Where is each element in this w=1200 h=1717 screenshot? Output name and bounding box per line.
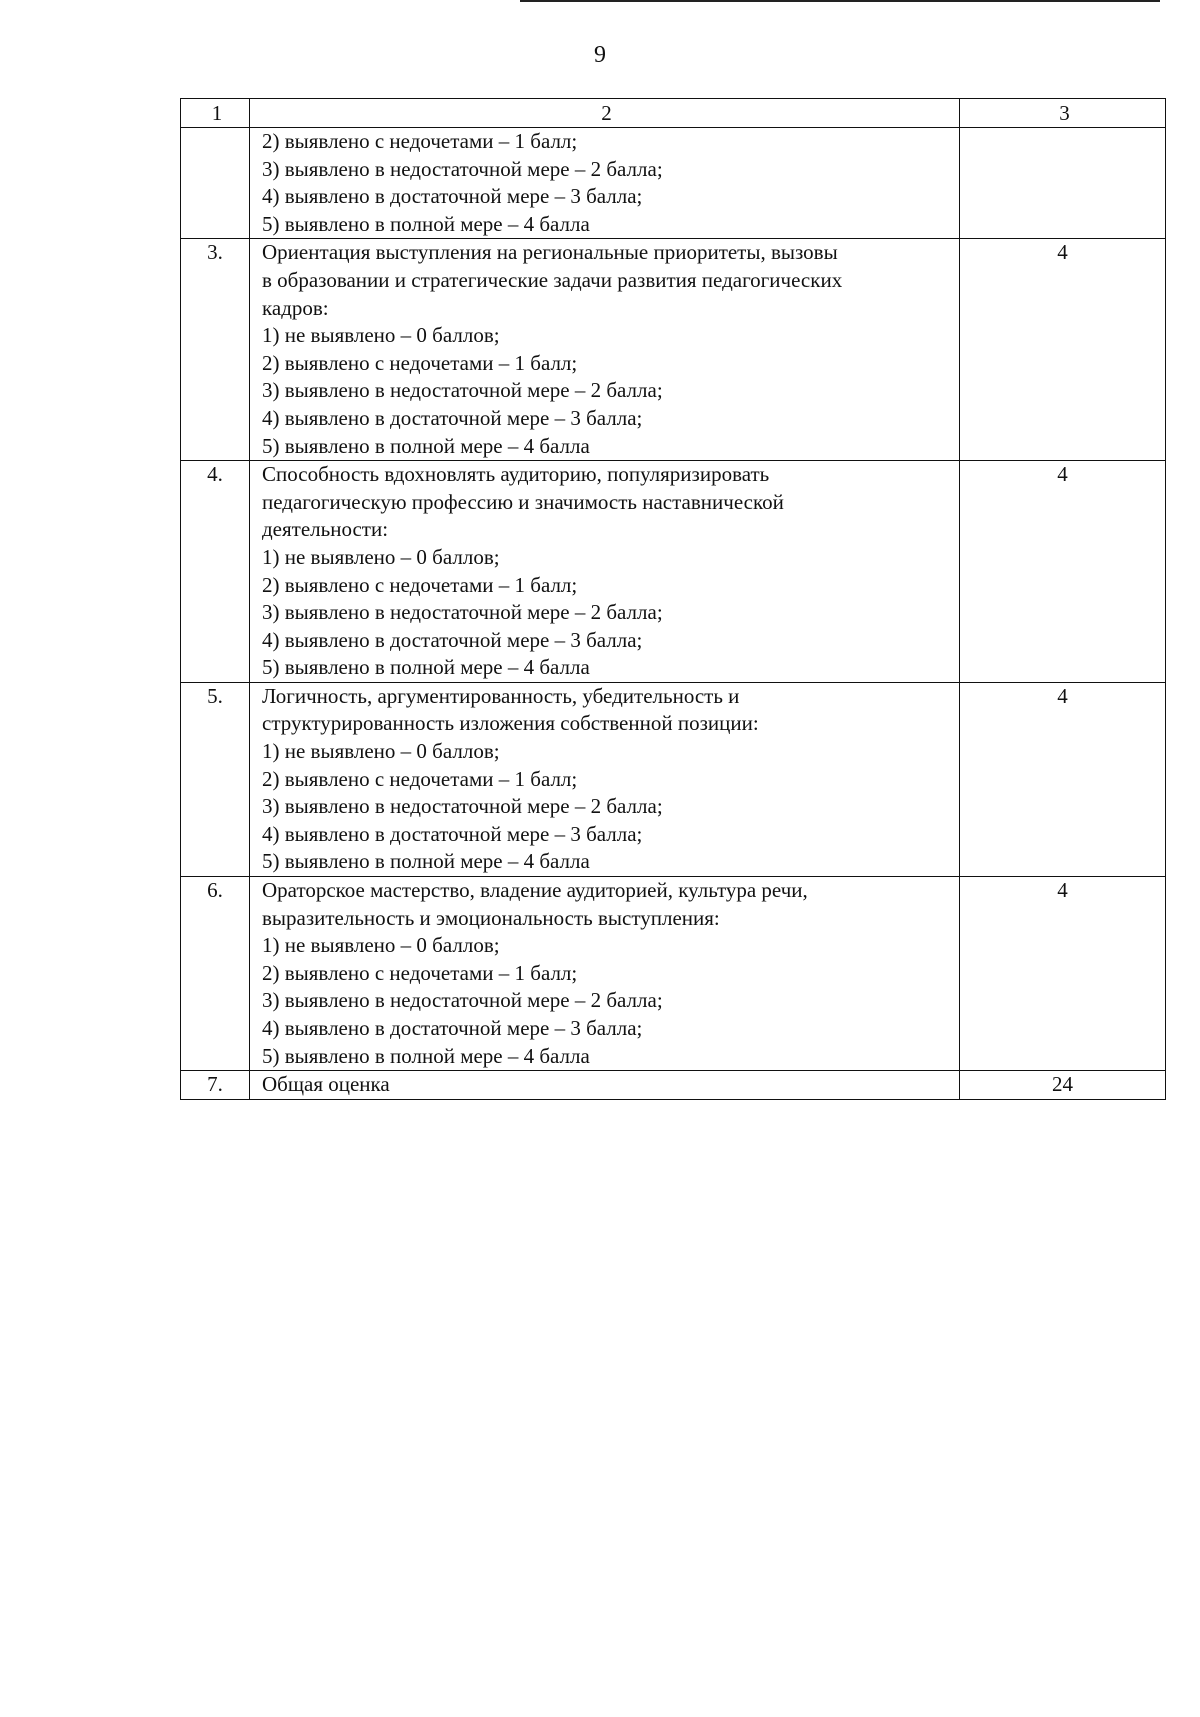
max-score-cell: 24: [960, 1071, 1166, 1100]
criterion-line: 3) выявлено в недостаточной мере – 2 балла;: [262, 988, 663, 1013]
criteria-table-body: [181, 99, 1166, 1100]
criterion-line: 2) выявлено с недочетами – 1 балл;: [262, 960, 578, 985]
criterion-line: Способность вдохновлять аудиторию, популяризировать: [262, 462, 770, 487]
table-row: [181, 682, 1166, 876]
criterion-cell: [250, 682, 960, 876]
criterion-line: 4) выявлено в достаточной мере – 3 балла;: [262, 184, 643, 209]
row-number-cell: 4.: [181, 461, 250, 683]
table-header-row: [181, 99, 1166, 128]
criterion-line: 3) выявлено в недостаточной мере – 2 балла;: [262, 794, 663, 819]
table-row: [181, 461, 1166, 683]
header-cell-number: 1: [181, 99, 250, 128]
criterion-line: 1) не выявлено – 0 баллов;: [262, 739, 500, 764]
criterion-line: в образовании и стратегические задачи развития педагогических: [262, 267, 843, 292]
table-row: [181, 1071, 1166, 1100]
criterion-line: Логичность, аргументированность, убедительность и: [262, 683, 740, 708]
criterion-line: кадров:: [262, 295, 329, 320]
criterion-line: 4) выявлено в достаточной мере – 3 балла;: [262, 1016, 643, 1040]
max-score-cell: 4: [960, 239, 1166, 461]
row-number-cell: 6.: [181, 877, 250, 1071]
top-scan-edge-line: [520, 0, 1160, 2]
criterion-line: 2) выявлено с недочетами – 1 балл;: [262, 766, 578, 791]
row-number-cell: 5.: [181, 682, 250, 876]
criterion-line: выразительность и эмоциональность выступления:: [262, 905, 720, 930]
criterion-line: 3) выявлено в недостаточной мере – 2 балла;: [262, 378, 663, 403]
table-row: [181, 239, 1166, 461]
criterion-line: 1) не выявлено – 0 баллов;: [262, 933, 500, 958]
criterion-line: Ораторское мастерство, владение аудиторией, культура речи,: [262, 878, 808, 903]
criterion-line: педагогическую профессию и значимость наставнической: [262, 489, 784, 514]
criterion-line: деятельности:: [262, 517, 389, 542]
criterion-line: 4) выявлено в достаточной мере – 3 балла;: [262, 405, 643, 430]
criterion-line: 5) выявлено в полной мере – 4 балла: [262, 849, 590, 874]
max-score-cell: 4: [960, 877, 1166, 1071]
criterion-line: 1) не выявлено – 0 баллов;: [262, 544, 500, 569]
table-row: [181, 877, 1166, 1071]
criterion-line: 4) выявлено в достаточной мере – 3 балла;: [262, 627, 643, 652]
max-score-cell: 4: [960, 461, 1166, 683]
row-number-cell: 7.: [181, 1071, 250, 1100]
criterion-line: Ориентация выступления на региональные приоритеты, вызовы: [262, 240, 838, 265]
row-number-cell: 3.: [181, 239, 250, 461]
criterion-line: 2) выявлено с недочетами – 1 балл;: [262, 129, 578, 153]
page-number: 9: [594, 42, 606, 68]
criterion-cell: [250, 461, 960, 683]
criterion-line: 3) выявлено в недостаточной мере – 2 балла;: [262, 156, 663, 181]
row-number-cell: [181, 128, 250, 239]
header-cell-score: 3: [960, 99, 1166, 128]
criterion-line: 5) выявлено в полной мере – 4 балла: [262, 1043, 590, 1068]
criterion-line: 1) не выявлено – 0 баллов;: [262, 323, 500, 348]
header-cell-criterion: 2: [250, 99, 960, 128]
criterion-line: структурированность изложения собственной позиции:: [262, 711, 759, 736]
criterion-line: 5) выявлено в полной мере – 4 балла: [262, 211, 590, 236]
max-score-cell: 4: [960, 682, 1166, 876]
criteria-table: [180, 98, 1166, 1100]
criterion-line: 4) выявлено в достаточной мере – 3 балла;: [262, 821, 643, 846]
max-score-cell: [960, 128, 1166, 239]
criterion-line: 2) выявлено с недочетами – 1 балл;: [262, 572, 578, 597]
criterion-cell: [250, 239, 960, 461]
criterion-cell: [250, 877, 960, 1071]
criterion-cell: [250, 128, 960, 239]
criterion-line: Общая оценка: [262, 1072, 390, 1097]
criterion-line: 2) выявлено с недочетами – 1 балл;: [262, 350, 578, 375]
criterion-cell: [250, 1071, 960, 1100]
criterion-line: 5) выявлено в полной мере – 4 балла: [262, 433, 590, 458]
table-row: [181, 128, 1166, 239]
criterion-line: 3) выявлено в недостаточной мере – 2 балла;: [262, 600, 663, 625]
criterion-line: 5) выявлено в полной мере – 4 балла: [262, 655, 590, 680]
